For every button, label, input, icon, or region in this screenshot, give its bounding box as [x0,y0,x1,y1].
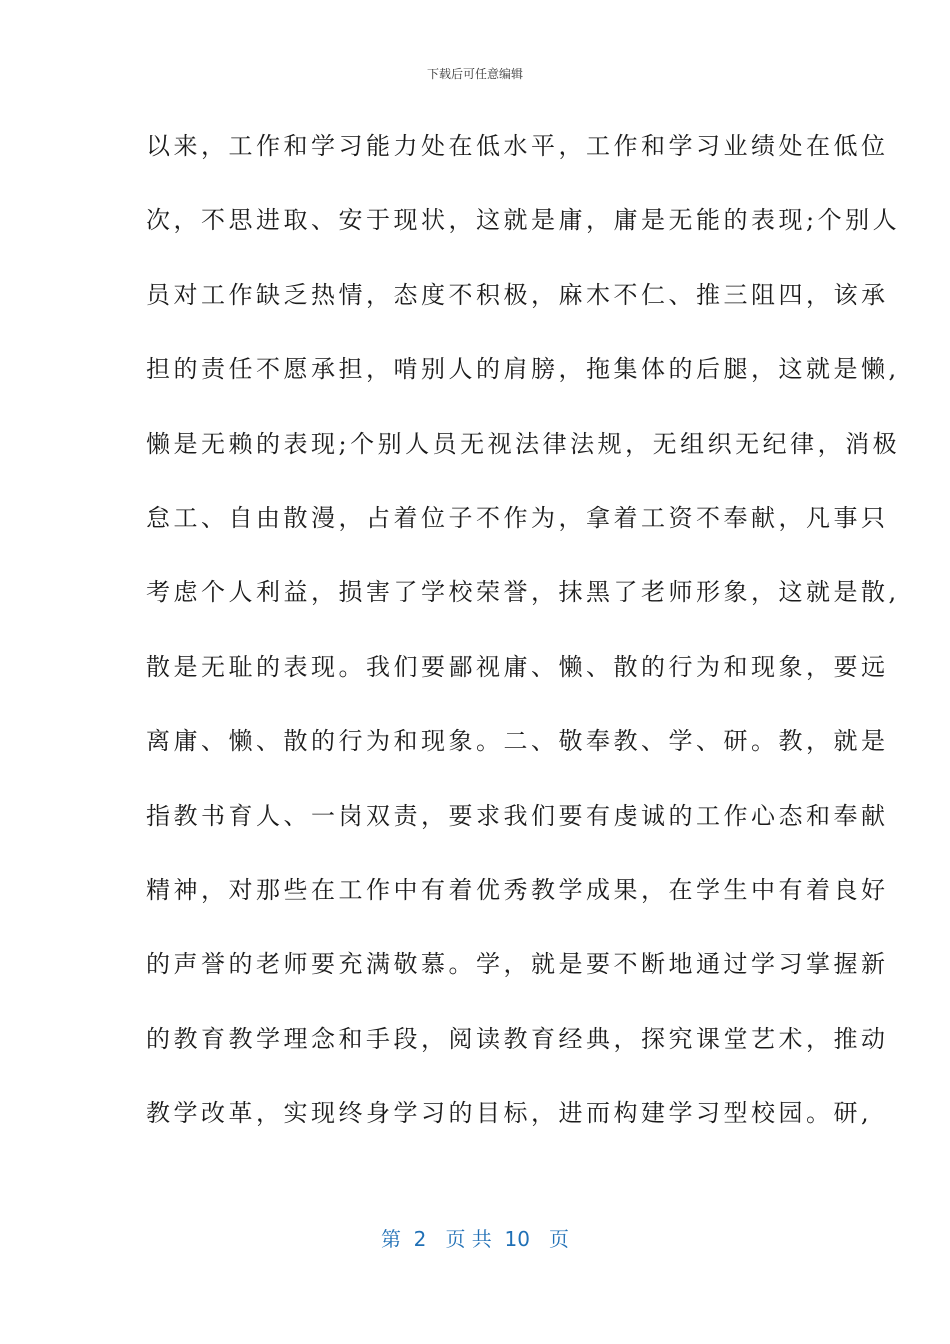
body-line: 离庸、懒、散的行为和现象。二、敬奉教、学、研。教，就是 [146,727,889,756]
body-line: 怠工、自由散漫，占着位子不作为，拿着工资不奉献，凡事只 [146,503,889,532]
body-line: 指教书育人、一岗双责，要求我们要有虔诚的工作心态和奉献 [146,801,889,830]
body-line: 以来，工作和学习能力处在低水平，工作和学习业绩处在低位 [146,132,889,160]
body-line: 教学改革，实现终身学习的目标，进而构建学习型校园。研, [146,1099,873,1128]
body-line: 精神，对那些在工作中有着优秀教学成果，在学生中有着良好 [146,875,889,904]
page-header-note: 下载后可任意编辑 [426,67,523,81]
body-line: 的声誉的老师要充满敬慕。学，就是要不断地通过学习掌握新 [146,950,889,979]
document-body [146,122,901,1163]
body-line: 的教育教学理念和手段，阅读教育经典，探究课堂艺术，推动 [146,1024,889,1053]
page-number-footer: 第 2 页 共 10 页 [380,1227,570,1251]
body-line: 懒是无赖的表现;个别人员无视法律法规，无组织无纪律，消极 [146,429,901,458]
body-line: 担的责任不愿承担，啃别人的肩膀，拖集体的后腿，这就是懒, [146,355,900,384]
body-line: 员对工作缺乏热情，态度不积极，麻木不仁、推三阻四，该承 [146,280,889,309]
body-line: 散是无耻的表现。我们要鄙视庸、懒、散的行为和现象，要远 [146,652,889,681]
body-line: 考虑个人利益，损害了学校荣誉，抹黑了老师形象，这就是散, [146,578,900,607]
body-line: 次，不思进取、安于现状，这就是庸，庸是无能的表现;个别人 [146,206,901,235]
